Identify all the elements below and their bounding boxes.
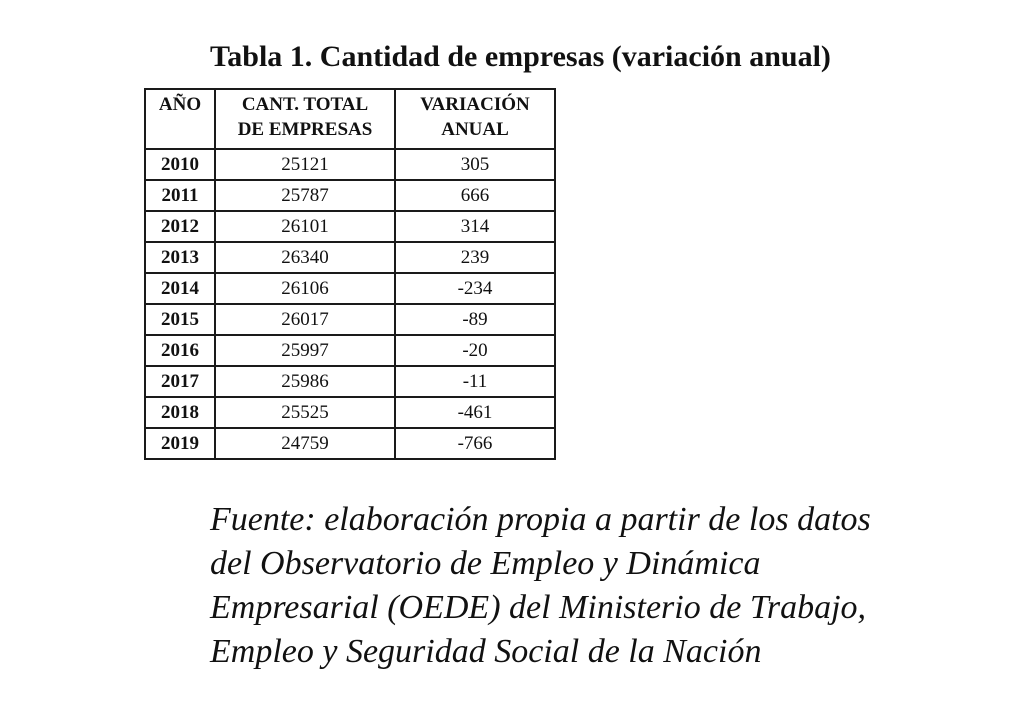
table-title: Tabla 1. Cantidad de empresas (variación anual) — [210, 40, 831, 73]
cell-total: 25787 — [215, 180, 395, 211]
cell-year: 2010 — [145, 149, 215, 180]
cell-variation: -89 — [395, 304, 555, 335]
cell-variation: 239 — [395, 242, 555, 273]
cell-total: 26101 — [215, 211, 395, 242]
table-row — [145, 180, 555, 211]
source-note — [210, 498, 1000, 674]
table-row — [145, 211, 555, 242]
source-line: Fuente: elaboración propia a partir de los datos — [210, 501, 871, 538]
cell-year: 2016 — [145, 335, 215, 366]
cell-total: 25525 — [215, 397, 395, 428]
cell-year: 2019 — [145, 428, 215, 459]
cell-total: 26340 — [215, 242, 395, 273]
companies-table — [144, 88, 556, 460]
cell-variation: -11 — [395, 366, 555, 397]
cell-variation: -20 — [395, 335, 555, 366]
cell-year: 2015 — [145, 304, 215, 335]
table-row — [145, 273, 555, 304]
cell-variation: -766 — [395, 428, 555, 459]
header-year: AÑO — [145, 89, 215, 149]
source-line: Empresarial (OEDE) del Ministerio de Trabajo, — [210, 589, 867, 626]
cell-total: 26017 — [215, 304, 395, 335]
cell-variation: 666 — [395, 180, 555, 211]
table-row — [145, 149, 555, 180]
cell-year: 2014 — [145, 273, 215, 304]
table-row — [145, 304, 555, 335]
source-line: del Observatorio de Empleo y Dinámica — [210, 545, 761, 582]
cell-year: 2017 — [145, 366, 215, 397]
cell-total: 25997 — [215, 335, 395, 366]
table-row — [145, 397, 555, 428]
cell-year: 2013 — [145, 242, 215, 273]
cell-year: 2011 — [145, 180, 215, 211]
table-row — [145, 428, 555, 459]
table-row — [145, 335, 555, 366]
header-annual-variation: VARIACIÓN ANUAL — [395, 89, 555, 149]
cell-variation: -234 — [395, 273, 555, 304]
cell-variation: 305 — [395, 149, 555, 180]
table-header-row — [145, 89, 555, 149]
cell-year: 2012 — [145, 211, 215, 242]
cell-variation: -461 — [395, 397, 555, 428]
cell-variation: 314 — [395, 211, 555, 242]
source-line: Empleo y Seguridad Social de la Nación — [210, 633, 762, 670]
cell-total: 24759 — [215, 428, 395, 459]
cell-total: 25986 — [215, 366, 395, 397]
cell-year: 2018 — [145, 397, 215, 428]
cell-total: 26106 — [215, 273, 395, 304]
cell-total: 25121 — [215, 149, 395, 180]
table-row — [145, 366, 555, 397]
table-row — [145, 242, 555, 273]
header-total-companies: CANT. TOTAL DE EMPRESAS — [215, 89, 395, 149]
